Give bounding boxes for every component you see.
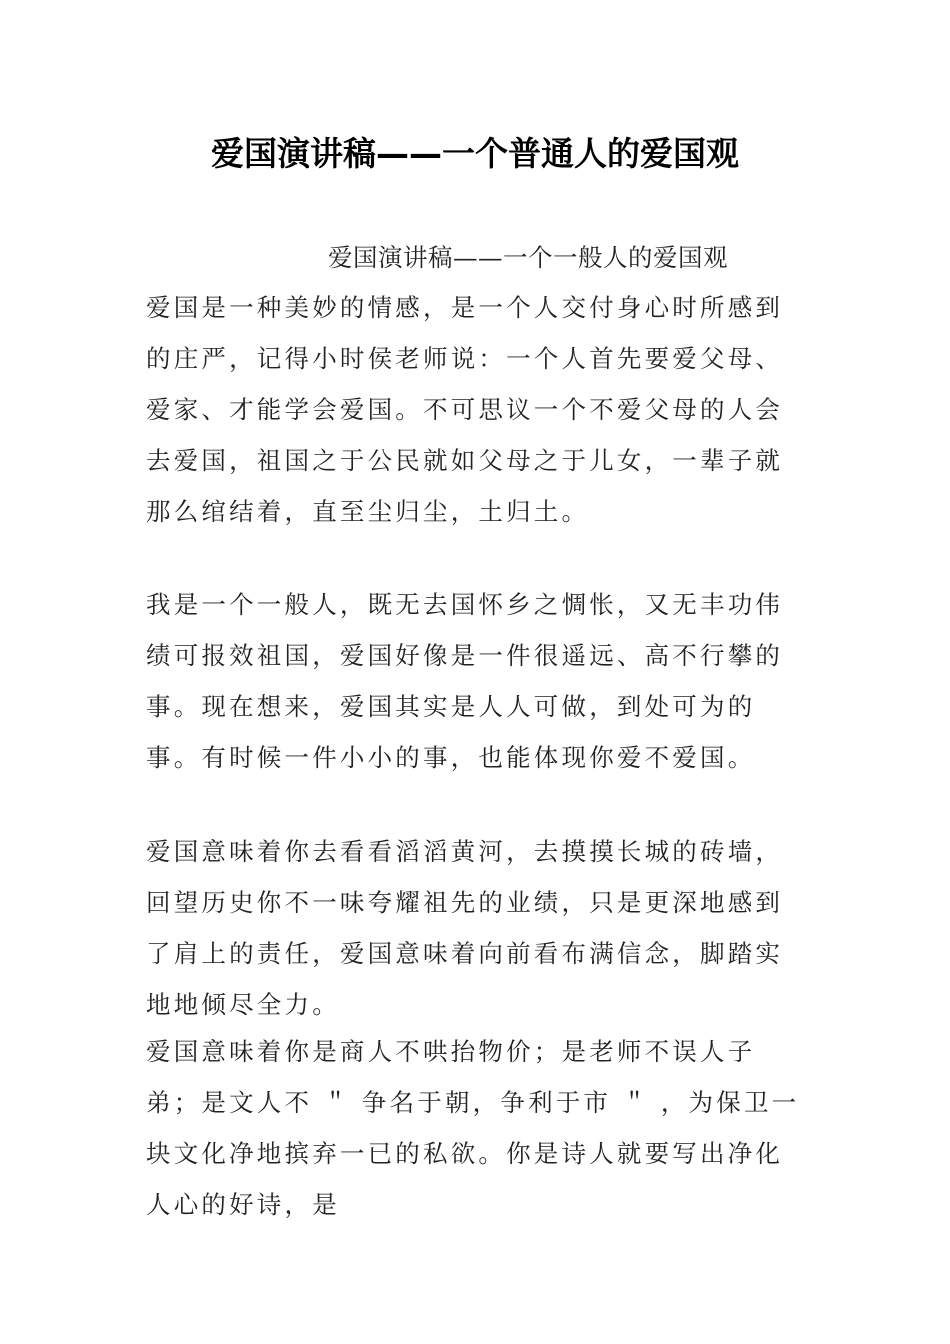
paragraph-3: 爱国意味着你去看看滔滔黄河，去摸摸长城的砖墙，回望历史你不一味夸耀祖先的业绩，只是更深地感到了肩上的责任，爱国意味着向前看布满信念，脚踏实地地倾尽全力。 bbox=[146, 837, 784, 1019]
paragraph-4: 爱国意味着你是商人不哄抬物价；是老师不误人子弟；是文人不 ＂ 争名于朝，争利于市 ＂ ，为保卫一块文化净地摈弃一已的私欲。你是诗人就要写出净化人心的好诗，是 bbox=[146, 1037, 800, 1219]
document-title: 爱国演讲稿——一个普通人的爱国观 bbox=[211, 134, 739, 173]
document-subtitle: 爱国演讲稿——一个一般人的爱国观 bbox=[328, 243, 728, 272]
paragraph-2: 我是一个一般人，既无去国怀乡之惆怅，又无丰功伟绩可报效祖国，爱国好像是一件很遥远、高不行攀的事。现在想来，爱国其实是人人可做，到处可为的事。有时候一件小小的事，也能体现你爱不爱国。 bbox=[146, 590, 784, 772]
paragraph-1: 爱国是一种美妙的情感，是一个人交付身心时所感到的庄严，记得小时侯老师说：一个人首先要爱父母、爱家、才能学会爱国。不可思议一个不爱父母的人会去爱国，祖国之于公民就如父母之于儿女，一辈子就那么绾结着，直至尘归尘，土归土。 bbox=[146, 293, 784, 526]
